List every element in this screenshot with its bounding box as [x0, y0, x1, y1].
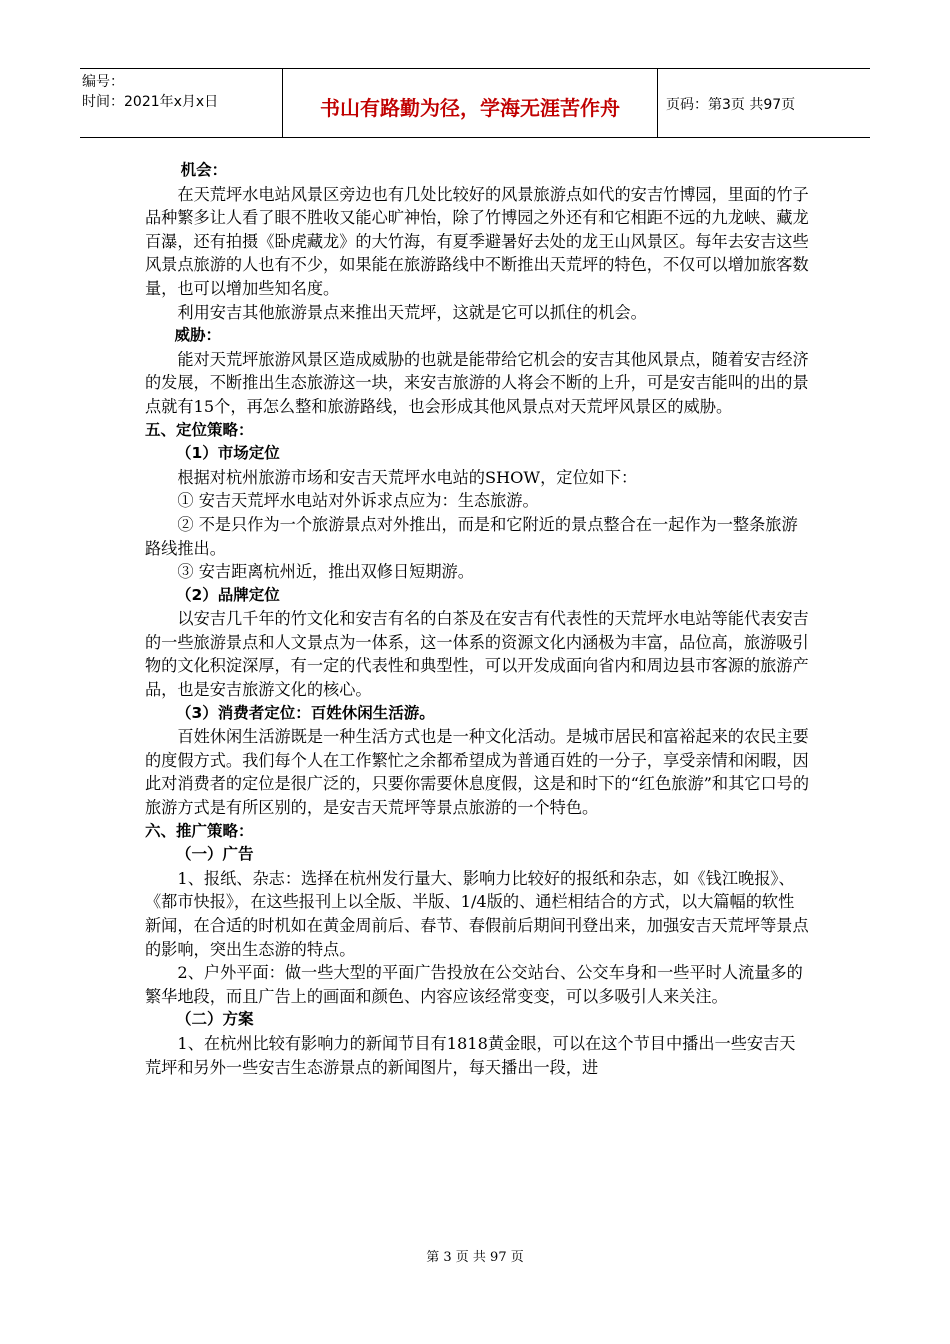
body-paragraph: 百姓休闲生活游既是一种生活方式也是一种文化活动。是城市居民和富裕起来的农民主要的度假方式。我们每个人在工作繁忙之余都希望成为普通百姓的一分子，享受亲情和闲暇，因此对消费者的定位是很广泛的，只要你需要休息度假，这是和时下的“红色旅游”和其它口号的旅游方式是有所区别的，是安吉天荒坪等景点旅游的一个特色。: [145, 727, 810, 818]
section-heading: 五、定位策略：: [145, 420, 254, 439]
header-page-info: 页码：第3页 共97页: [666, 97, 796, 113]
document-body: [145, 159, 810, 1079]
body-paragraph: 2、户外平面：做一些大型的平面广告投放在公交站台、公交车身和一些平时人流量多的繁华地段，而且广告上的画面和颜色、内容应该经常变变，可以多吸引人来关注。: [145, 963, 803, 1006]
subsection-heading: （一）广告: [176, 845, 254, 864]
body-paragraph: 能对天荒坪旅游风景区造成威胁的也就是能带给它机会的安吉其他风景点，随着安吉经济的发展，不断推出生态旅游这一块，来安吉旅游的人将会不断的上升，可是安吉能叫的出的景点就有15个，再怎么整和旅游路线，也会形成其他风景点对天荒坪风景区的威胁。: [145, 349, 809, 416]
body-paragraph: 以安吉几千年的竹文化和安吉有名的白茶及在安吉有代表性的天荒坪水电站等能代表安吉的一些旅游景点和人文景点为一体系，这一体系的资源文化内涵极为丰富，品位高，旅游吸引物的文化积淀深厚，有一定的代表性和典型性，可以开发成面向省内和周边县市客源的旅游产品，也是安吉旅游文化的核心。: [145, 609, 809, 700]
subsection-heading: （2）品牌定位: [176, 585, 280, 604]
body-paragraph: 1、在杭州比较有影响力的新闻节目有1818黄金眼，可以在这个节目中播出一些安吉天荒坪和另外一些安吉生态游景点的新闻图片，每天播出一段，进: [145, 1033, 796, 1077]
body-paragraph: 利用安吉其他旅游景点来推出天荒坪，这就是它可以抓住的机会。: [177, 302, 647, 322]
subsection-heading: 机会：: [180, 161, 228, 179]
header-meta: [80, 69, 283, 137]
body-paragraph: 在天荒坪水电站风景区旁边也有几处比较好的风景旅游点如代的安吉竹博园，里面的竹子品种繁多让人看了眼不胜收又能心旷神怡，除了竹博园之外还有和它相距不远的九龙峡、藏龙百瀑，还有拍摄《卧虎藏龙》的大竹海，有夏季避暑好去处的龙王山风景区。每年去安吉这些风景点旅游的人也有不少，如果能在旅游路线中不断推出天荒坪的特色，不仅可以增加旅客数量，也可以增加些知名度。: [145, 184, 809, 298]
subsection-heading: （二）方案: [176, 1010, 254, 1029]
subsection-heading: （3）消费者定位：百姓休闲生活游。: [176, 703, 435, 722]
doc-time-label: 时间：2021年x月x日: [82, 94, 219, 110]
page-header: [80, 68, 870, 138]
subsection-heading: 威胁：: [174, 326, 221, 345]
body-paragraph: ② 不是只作为一个旅游景点对外推出，而是和它附近的景点整合在一起作为一整条旅游路线推出。: [145, 514, 798, 558]
section-heading: 六、推广策略：: [145, 821, 254, 840]
subsection-heading: （1）市场定位: [176, 444, 280, 463]
body-paragraph: ③ 安吉距离杭州近，推出双修日短期游。: [177, 562, 474, 582]
body-paragraph: 根据对杭州旅游市场和安吉天荒坪水电站的SHOW，定位如下：: [177, 467, 638, 487]
doc-number-label: 编号：: [82, 74, 124, 90]
body-paragraph: ① 安吉天荒坪水电站对外诉求点应为：生态旅游。: [177, 491, 539, 511]
body-paragraph: 1、报纸、杂志：选择在杭州发行量大、影响力比较好的报纸和杂志，如《钱江晚报》、《都市快报》，在这些报刊上以全版、半版、1/4版的、通栏相结合的方式，以大篇幅的软性新闻，在合适的时机如在黄金周前后、春节、春假前后期间刊登出来，加强安吉天荒坪等景点的影响，突出生态游的特点。: [145, 868, 809, 959]
page-footer: 第 3 页 共 97 页: [426, 1250, 524, 1265]
header-motto: 书山有路勤为径，学海无涯苦作舟: [283, 69, 658, 137]
